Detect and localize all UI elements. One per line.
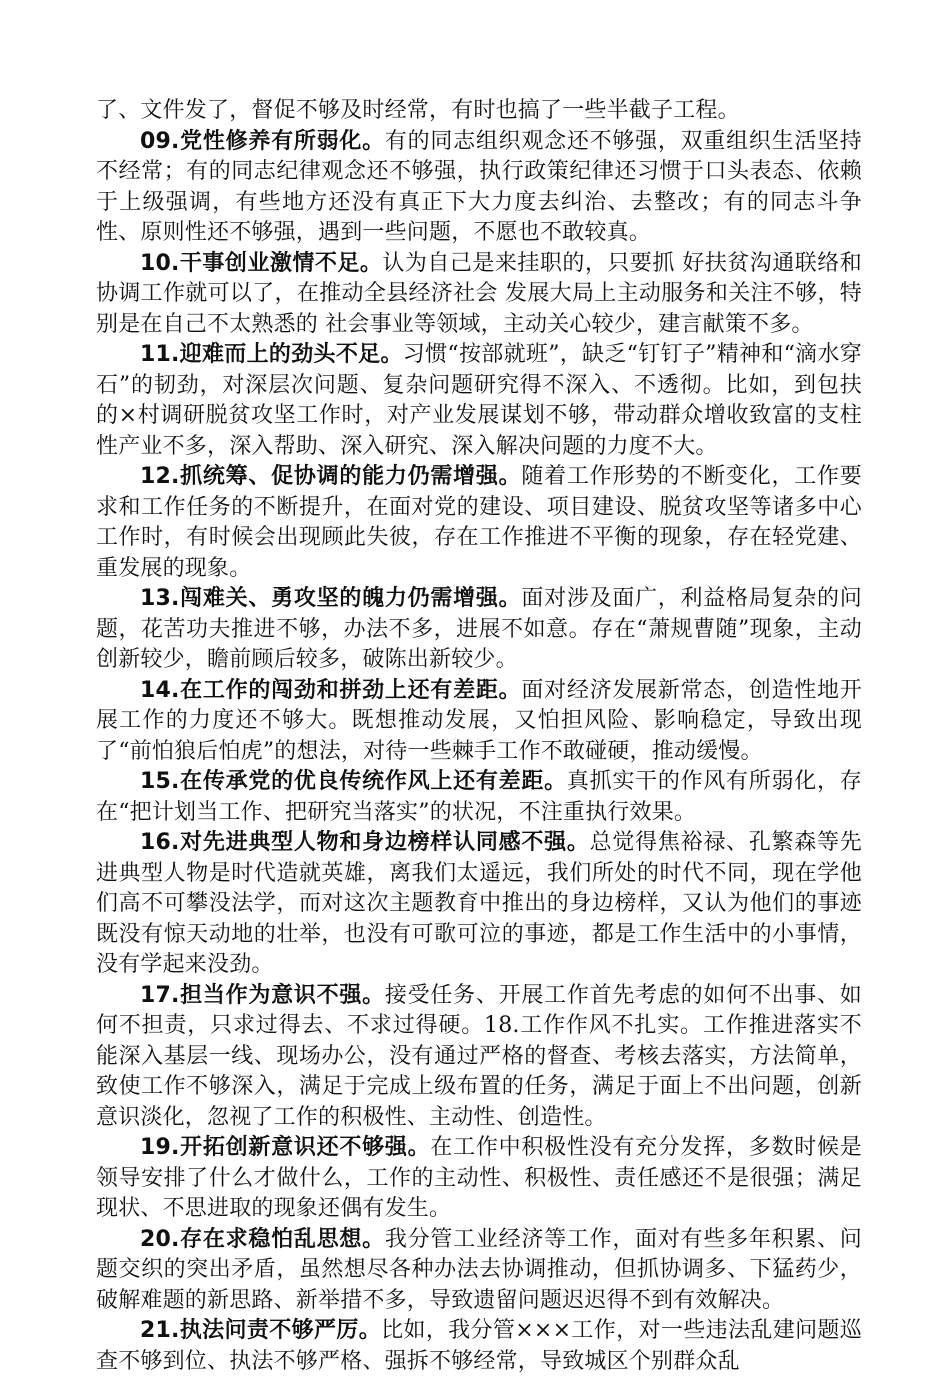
paragraph-heading: 10.干事创业激情不足。 bbox=[140, 250, 383, 276]
paragraph-heading: 19.开拓创新意识还不够强。 bbox=[140, 1135, 431, 1160]
paragraph-body: 接受任务、开展工作首先考虑的如何不出事、如何不担责，只求过得去、不求过得硬。18.工作作风不扎实。工作推进落实不能深入基层一线、现场办公，没有通过严格的督查、考核去落实，方法简单，致使工作不够深入，满足于完成上级布置的任务，满足于面上不出问题，创新意识淡化，忽视了工作的积极性、主动性、创造性。 bbox=[96, 982, 863, 1130]
paragraph-body: 认为自己是来挂职的，只要抓 好扶贫沟通联络和协调工作就可以了，在推动全县经济社会 发展大局上主动服务和关注不够，特别是在自己不太熟悉的 社会事业等领域，主动关心较少，建言献策不多。 bbox=[96, 250, 862, 337]
paragraph-heading: 14.在工作的闯劲和拼劲上还有差距。 bbox=[140, 677, 522, 703]
paragraph-body: 在工作中积极性没有充分发挥，多数时候是领导安排了什么才做什么，工作的主动性、积极性、责任感还不是很强；满足现状、不思进取的现象还偶有发生。 bbox=[96, 1135, 862, 1221]
paragraph-10 bbox=[96, 249, 862, 341]
paragraph-13 bbox=[96, 584, 862, 676]
paragraph-14 bbox=[96, 676, 862, 768]
document-page bbox=[96, 96, 862, 1377]
paragraph-20 bbox=[96, 1225, 862, 1317]
paragraph-body: 习惯“按部就班”，缺乏“钉钉子”精神和“滴水穿石”的韧劲，对深层次问题、复杂问题研究得不深入、不透彻。比如，到包扶的×村调研脱贫攻坚工作时，对产业发展谋划不够，带动群众增收致富的支柱性产业不多，深入帮助、深入研究、深入解决问题的力度不大。 bbox=[96, 342, 863, 459]
paragraph-body: 总觉得焦裕禄、孔繁森等先进典型人物是时代造就英雄，离我们太遥远，我们所处的时代不同，现在学他们高不可攀没法学，而对这次主题教育中推出的身边榜样，又认为他们的事迹既没有惊天动地的壮举，也没有可歌可泣的事迹，都是工作生活中的小事情，没有学起来没劲。 bbox=[96, 830, 862, 977]
paragraph-heading: 13.闯难关、勇攻坚的魄力仍需增强。 bbox=[140, 586, 522, 611]
paragraph-15 bbox=[96, 767, 862, 828]
paragraph-09 bbox=[96, 127, 862, 249]
paragraph-12 bbox=[96, 462, 862, 584]
paragraph-heading: 12.抓统筹、促协调的能力仍需增强。 bbox=[140, 464, 522, 489]
paragraph-16 bbox=[96, 828, 862, 981]
paragraph-body: 比如，我分管×××工作，对一些违法乱建问题巡查不够到位、执法不够严格、强拆不够经常，导致城区个别群众乱 bbox=[96, 1318, 863, 1374]
paragraph-body: 了、文件发了，督促不够及时经常，有时也搞了一些半截子工程。 bbox=[96, 98, 740, 123]
paragraph-heading: 17.担当作为意识不强。 bbox=[140, 982, 385, 1008]
paragraph-body: 随着工作形势的不断变化，工作要求和工作任务的不断提升，在面对党的建设、项目建设、脱贫攻坚等诸多中心工作时，有时候会出现顾此失彼，存在工作推进不平衡的现象，存在轻党建、重发展的现象。 bbox=[96, 464, 862, 581]
paragraph-body: 我分管工业经济等工作，面对有些多年积累、问题交织的突出矛盾，虽然想尽各种办法去协调推动，但抓协调多、下猛药少，破解难题的新思路、新举措不多，导致遗留问题迟迟得不到有效解决。 bbox=[96, 1226, 863, 1313]
paragraph-heading: 20.存在求稳怕乱思想。 bbox=[140, 1226, 385, 1252]
paragraph-heading: 09.党性修养有所弱化。 bbox=[140, 128, 385, 154]
paragraph-body: 面对涉及面广，利益格局复杂的问题，花苦功夫推进不够，办法不多，进展不如意。存在“萧规曹随”现象，主动创新较少，瞻前顾后较多，破陈出新较少。 bbox=[96, 586, 862, 672]
paragraph-body: 有的同志组织观念还不够强，双重组织生活坚持不经常；有的同志纪律观念还不够强，执行政策纪律还习惯于口头表态、依赖于上级强调，有些地方还没有真正下大力度去纠治、去整改；有的同志斗争性、原则性还不够强，遇到一些问题，不愿也不敢较真。 bbox=[96, 128, 863, 245]
paragraph-heading: 11.迎难而上的劲头不足。 bbox=[140, 342, 403, 367]
paragraph-0 bbox=[96, 96, 862, 127]
paragraph-19 bbox=[96, 1133, 862, 1225]
paragraph-body: 真抓实干的作风有所弱化，存在“把计划当工作、把研究当落实”的状况，不注重执行效果。 bbox=[96, 769, 862, 825]
paragraph-11 bbox=[96, 340, 862, 462]
paragraph-heading: 15.在传承党的优良传统作风上还有差距。 bbox=[140, 769, 567, 794]
paragraph-heading: 21.执法问责不够严厉。 bbox=[140, 1318, 382, 1343]
paragraph-17 bbox=[96, 981, 862, 1134]
paragraph-body: 面对经济发展新常态，创造性地开展工作的力度还不够大。既想推动发展，又怕担风险、影响稳定，导致出现了“前怕狼后怕虎”的想法，对待一些棘手工作不敢碰硬，推动缓慢。 bbox=[96, 677, 862, 764]
paragraph-heading: 16.对先进典型人物和身边榜样认同感不强。 bbox=[140, 830, 590, 855]
paragraph-21 bbox=[96, 1316, 862, 1377]
